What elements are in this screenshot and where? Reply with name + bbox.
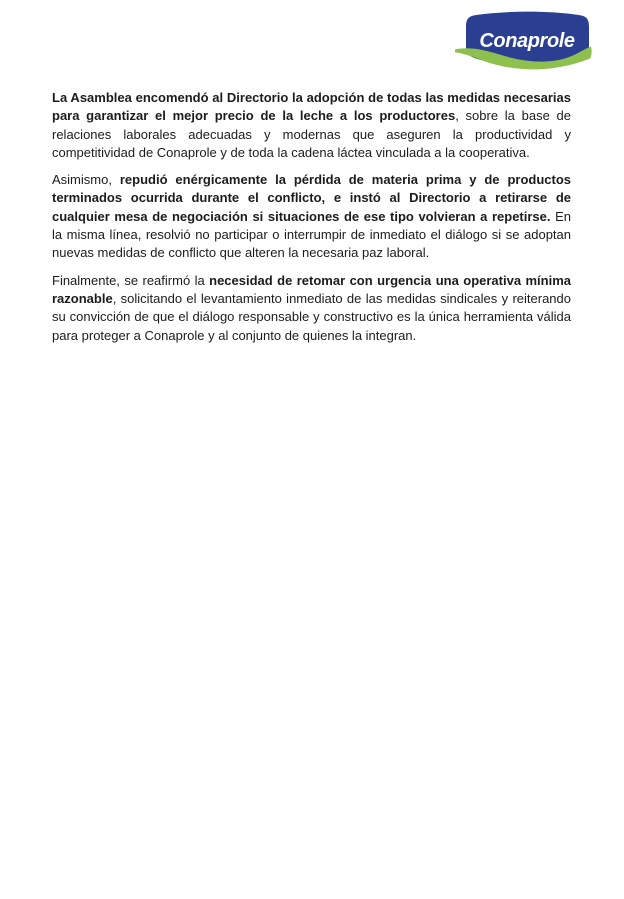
bold-text-run: La Asamblea encomendó al Directorio la adopción de todas las medidas necesarias para garantizar el mejor precio de la leche a los productores xyxy=(52,90,571,124)
paragraph xyxy=(52,272,571,345)
paragraph xyxy=(52,89,571,162)
text-run: , sobre la base de relaciones laborales adecuadas y modernas que aseguren la productividad y competitividad de Conaprole y de toda la cadena láctea vinculada a la cooperativa. xyxy=(52,108,571,160)
text-run: Asimismo, xyxy=(52,172,120,188)
document-body xyxy=(52,89,571,354)
logo-wordmark: Conaprole xyxy=(479,30,575,52)
conaprole-logo-graphic xyxy=(452,8,596,74)
conaprole-logo xyxy=(452,8,596,74)
text-run: En la misma línea, resolvió no participar o interrumpir de inmediato el diálogo si se adoptan nuevas medidas de conflicto que alteren la necesaria paz laboral. xyxy=(52,208,571,261)
text-run: , solicitando el levantamiento inmediato de las medidas sindicales y reiterando su convicción de que el diálogo responsable y constructivo es la única herramienta válida para proteger a Conaprole y al conjunto de quienes la integran. xyxy=(52,290,571,343)
text-run: Finalmente, se reafirmó la xyxy=(52,272,210,288)
bold-text-run: necesidad de retomar con urgencia una operativa mínima razonable xyxy=(52,272,571,306)
bold-text-run: repudió enérgicamente la pérdida de materia prima y de productos terminados ocurrida durante el conflicto, e instó al Directorio a retirarse de cualquier mesa de negociación si situaciones de ese tipo volvieran a repetirse. xyxy=(52,172,571,224)
paragraph xyxy=(52,171,571,262)
